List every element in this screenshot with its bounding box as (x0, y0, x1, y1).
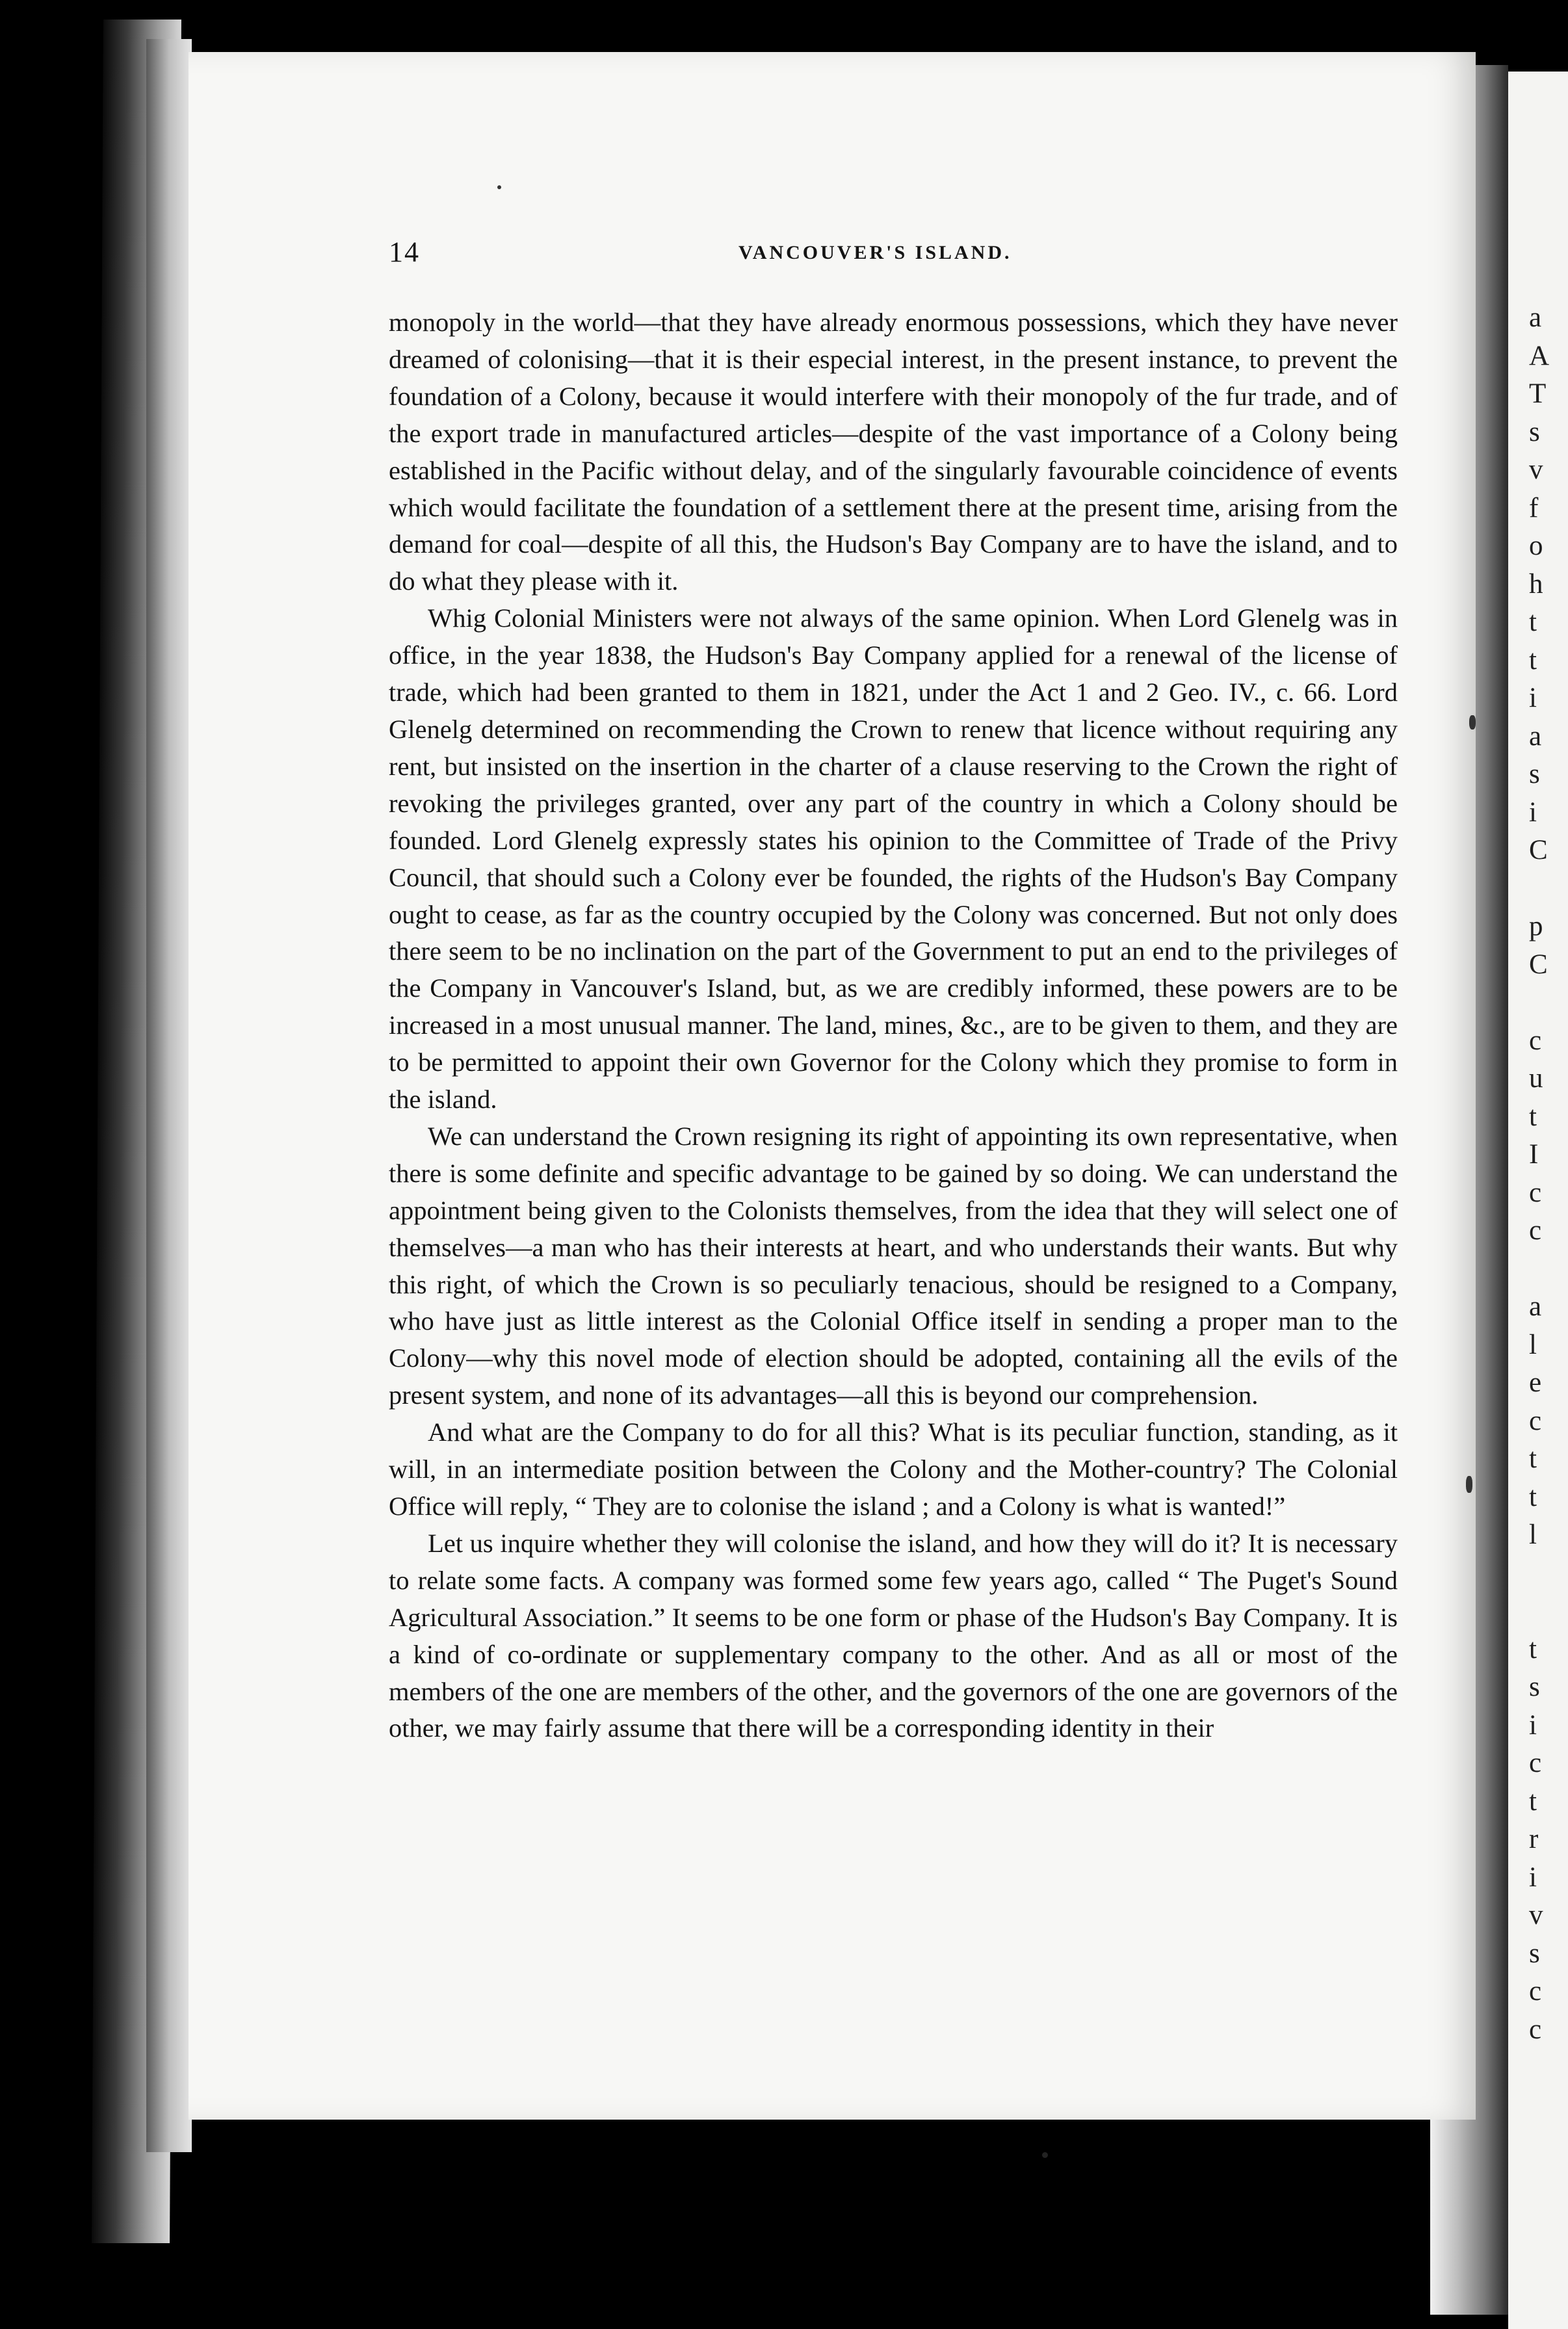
scan-speck (497, 185, 501, 189)
paragraph: And what are the Company to do for all this? What is its peculiar function, standing, as it will, in an intermediate position between the Colony and the Mother-country? The Colonial Office will reply, “ They are to colonise the island ; and a Colony is what is wanted!” (389, 1417, 1398, 1521)
page-header (389, 235, 1390, 274)
footer-mark (1042, 2152, 1048, 2158)
scan-speck (1469, 715, 1476, 730)
scan-speck (1466, 1476, 1472, 1493)
paragraph: Whig Colonial Ministers were not always of the same opinion. When Lord Glenelg was in office, in the year 1838, the Hudson's Bay Company applied for a renewal of the license of trade, which had been granted to them in 1821, under the Act 1 and 2 Geo. IV., c. 66. Lord Glenelg determined on recommending the Crown to renew that licence without requiring any rent, but insisted on the insertion in the charter of a clause reserving to the Crown the right of revoking the privileges granted, over any part of the country in which a Colony should be founded. Lord Glenelg expressly states his opinion to the Committee of Trade of the Privy Council, that should such a Colony ever be founded, the rights of the Hudson's Bay Company ought to cease, as far as the country occupied by the Colony was concerned. But not only does there seem to be no inclination on the part of the Government to put an end to the privileges of the Company in Vancouver's Island, but, as we are credibly informed, these powers are to be increased in a most unusual manner. The land, mines, &c., are to be given to them, and they are to be permitted to appoint their own Governor for the Colony which they promise to form in the island. (389, 603, 1398, 1114)
running-head: VANCOUVER'S ISLAND. (738, 242, 1012, 263)
paragraph: monopoly in the world—that they have already enormous possessions, which they have never dreamed of colonising—that it is their especial interest, in the present instance, to prevent the foundation of a Colony, because it would interfere with their monopoly of the fur trade, and of the export trade in manufactured articles—despite of the vast importance of a Colony being established in the Pacific without delay, and of the singularly favourable coincidence of events which would facilitate the foundation of a settlement there at the present time, arising from the demand for coal—despite of all this, the Hudson's Bay Company are to have the island, and to do what they please with it. (389, 308, 1398, 596)
facing-page-text-edge: a A T s v f o h t t i a s i C p C c u t I c c a l e c t t l t s i c t r i v s c c (1529, 302, 1550, 2045)
page-stack-edge (146, 39, 192, 2152)
paragraph: We can understand the Crown resigning its right of appointing its own representative, when there is some definite and specific advantage to be gained by so doing. We can understand the appointment being given to the Colonists themselves, from the idea that they will select one of themselves—a man who has their interests at heart, and who understands their wants. But why this right, of which the Crown is so peculiarly tenacious, should be resigned to a Company, who have just as little interest as the Colonial Office itself in sending a proper man to the Colony—why this novel mode of election should be adopted, containing all the evils of the present system, and none of its advantages—all this is beyond our comprehension. (389, 1121, 1398, 1410)
paragraph: Let us inquire whether they will colonise the island, and how they will do it? It is necessary to relate some facts. A company was formed some few years ago, called “ The Puget's Sound Agricultural Association.” It seems to be one form or phase of the Hudson's Bay Company. It is a kind of co-ordinate or supplementary company to the other. And as all or most of the members of the one are members of the other, and the governors of the one are governors of the other, we may fairly assume that there will be a corresponding identity in their (389, 1528, 1398, 1743)
page-number: 14 (389, 236, 420, 268)
body-text (389, 304, 1398, 1747)
